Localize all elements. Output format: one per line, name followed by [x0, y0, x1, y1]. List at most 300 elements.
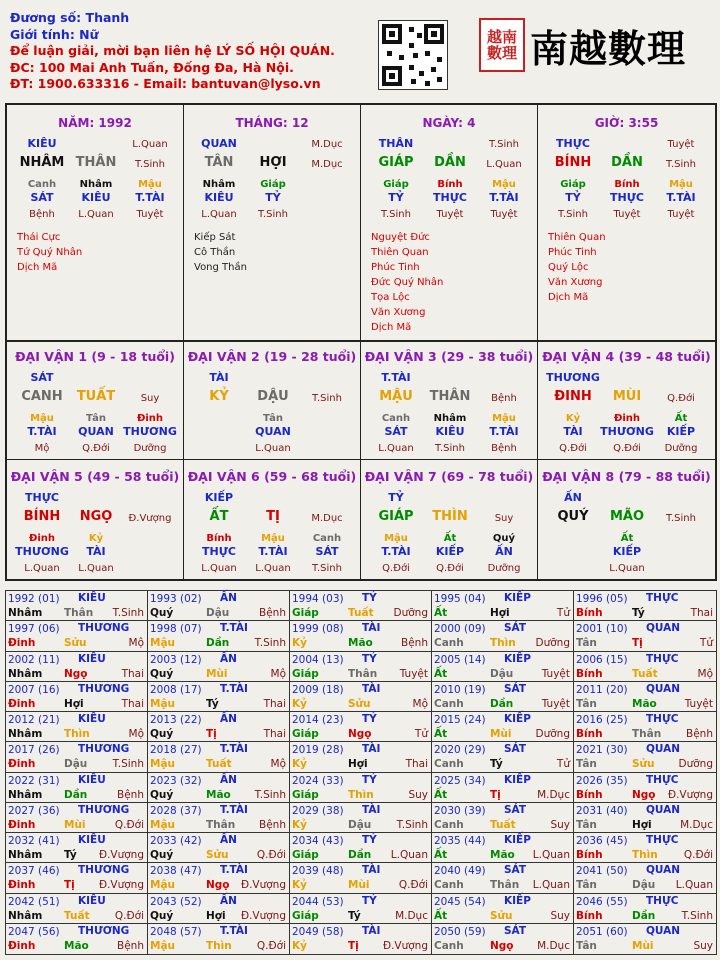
year-branch: Thìn — [206, 939, 232, 952]
year-branch: Dần — [64, 788, 88, 801]
year-stem: Đinh — [8, 879, 36, 892]
year-star: THỰC — [646, 894, 679, 907]
cell-row — [361, 424, 537, 438]
year-cell — [148, 924, 290, 954]
hidden-phase: Tuyệt — [490, 209, 518, 220]
year-stem: Nhâm — [8, 667, 43, 680]
special-star: Vong Thần — [194, 262, 247, 273]
year-phase: Q.Đới — [114, 818, 144, 831]
year-stem: Tân — [576, 758, 597, 771]
year-star: SÁT — [504, 743, 527, 756]
year-star: SÁT — [504, 864, 527, 877]
year-phase: M.Dục — [537, 939, 570, 952]
earthly-branch: TUẤT — [76, 389, 116, 404]
cell-row — [7, 558, 183, 574]
year-stem: Bính — [576, 667, 603, 680]
cell-row — [361, 364, 537, 384]
hidden-phase: Mộ — [34, 443, 50, 454]
hidden-phase: L.Quan — [201, 209, 237, 220]
main-star: TỶ — [388, 490, 404, 504]
cell-row — [538, 558, 715, 574]
heavenly-stem: GIÁP — [378, 155, 414, 170]
cell-row — [361, 544, 537, 558]
earthly-branch: DẦN — [434, 155, 466, 170]
cell-row — [361, 524, 537, 544]
cell-row — [361, 384, 537, 404]
year-stem: Kỷ — [292, 879, 307, 892]
year-star: TỶ — [362, 894, 377, 907]
year-star: SÁT — [504, 803, 527, 816]
hidden-stem: Canh — [27, 179, 57, 190]
year-star: SÁT — [504, 622, 527, 635]
hidden-phase: L.Quan — [78, 209, 114, 220]
earthly-branch: HỢI — [259, 155, 287, 170]
hidden-star: T.TÀI — [258, 544, 288, 558]
year-label: 2012 (21) — [8, 714, 60, 726]
year-cell — [574, 742, 716, 772]
year-stem: Ất — [434, 849, 448, 861]
year-cell — [290, 742, 432, 772]
year-stem: Mậu — [150, 697, 176, 710]
year-branch: Tý — [348, 909, 361, 922]
branch-phase: T.Sinh — [666, 512, 696, 524]
cell-row — [184, 204, 360, 220]
year-star: TÀI — [362, 682, 381, 695]
heavenly-stem: BÍNH — [23, 508, 61, 524]
hidden-phase: Q.Đới — [436, 562, 464, 574]
hidden-star: T.TÀI — [666, 191, 696, 204]
cell-row — [7, 544, 183, 558]
year-label: 2006 (15) — [576, 653, 628, 666]
year-label: 2041 (50) — [576, 865, 628, 878]
earthly-branch: THÂN — [429, 389, 471, 404]
year-stem: Mậu — [150, 879, 176, 892]
year-star: TÀI — [362, 864, 381, 877]
hidden-phase: Dưỡng — [133, 443, 167, 454]
year-label: 2011 (20) — [576, 683, 628, 696]
hidden-stem: Giáp — [560, 179, 586, 190]
year-star: TÀI — [362, 622, 381, 635]
year-branch: Mùi — [490, 728, 512, 740]
year-label: 1994 (03) — [292, 593, 344, 605]
year-label: 2022 (31) — [8, 774, 60, 787]
hidden-stem: Bính — [206, 532, 232, 544]
year-stem: Bính — [576, 607, 603, 619]
pillars-title: THÁNG: 12 — [235, 116, 309, 130]
main-star: SÁT — [30, 371, 54, 384]
cell-row — [361, 558, 537, 574]
address-line: ĐC: 100 Mai Anh Tuấn, Đống Đa, Hà Nội. — [10, 59, 294, 75]
year-star: QUAN — [646, 622, 681, 635]
year-star: THƯƠNG — [78, 743, 130, 756]
earthly-branch: DẦN — [611, 155, 643, 170]
cell-row — [184, 150, 360, 170]
year-phase: Mộ — [697, 667, 713, 680]
hidden-stem: Canh — [381, 413, 411, 424]
hidden-stem: Mậu — [30, 413, 54, 424]
year-label: 2003 (12) — [150, 653, 202, 666]
year-star: ẤN — [220, 713, 237, 725]
year-phase: Suy — [693, 939, 713, 952]
hidden-phase: Tuyệt — [613, 209, 641, 220]
cell-row — [538, 384, 715, 404]
year-phase: Thai — [263, 697, 286, 710]
year-label: 2036 (45) — [576, 835, 628, 847]
year-cell — [432, 863, 574, 893]
year-stem: Kỷ — [292, 697, 307, 710]
year-branch: Tị — [632, 637, 643, 650]
year-phase: T.Sinh — [112, 607, 144, 619]
year-star: KIẾP — [504, 773, 531, 786]
year-branch: Mùi — [206, 667, 228, 680]
main-star: THỰC — [25, 490, 59, 504]
year-phase: Q.Đới — [683, 849, 713, 861]
year-star: THỰC — [646, 713, 679, 725]
year-cell — [432, 742, 574, 772]
year-label: 2050 (59) — [434, 925, 486, 938]
year-star: T.TÀI — [220, 682, 248, 695]
year-cell — [574, 803, 716, 833]
year-label: 2017 (26) — [8, 744, 60, 757]
hidden-phase: L.Quan — [201, 562, 237, 574]
hidden-star: TÀI — [86, 544, 106, 558]
year-stem: Canh — [434, 697, 464, 710]
year-branch: Ngọ — [490, 939, 514, 952]
cell-row — [538, 170, 715, 190]
cell-row — [361, 130, 537, 150]
hidden-stem: Mậu — [261, 532, 285, 544]
qr-code-icon — [378, 20, 448, 90]
year-cell — [574, 773, 716, 803]
hidden-stem: Đinh — [136, 413, 164, 424]
hidden-star: ẤN — [495, 544, 513, 558]
year-stem: Kỷ — [292, 637, 307, 650]
year-branch: Ngọ — [632, 788, 656, 801]
special-star: Thiên Quan — [548, 232, 606, 243]
year-phase: L.Quan — [675, 879, 713, 892]
year-branch: Ngọ — [348, 728, 372, 740]
year-label: 2021 (30) — [576, 744, 628, 757]
daivan-cell — [7, 460, 184, 580]
year-branch: Hợi — [348, 758, 368, 771]
year-label: 1993 (02) — [150, 593, 202, 605]
special-star: Dịch Mã — [548, 292, 589, 303]
main-star: THÂN — [378, 137, 414, 150]
year-stem: Giáp — [292, 728, 319, 740]
year-phase: Tuyệt — [684, 697, 713, 710]
cell-row — [538, 424, 715, 438]
year-branch: Mão — [206, 788, 231, 801]
heavenly-stem: ẤT — [209, 508, 229, 524]
year-stem: Đinh — [8, 939, 36, 952]
daivan-cell — [184, 460, 361, 580]
hidden-stem: Kỷ — [565, 413, 581, 424]
cell-row — [184, 544, 360, 558]
year-cell — [6, 742, 148, 772]
earthly-branch: THÌN — [432, 508, 468, 524]
year-branch: Dần — [206, 637, 230, 650]
year-stem: Đinh — [8, 758, 36, 771]
cell-row — [361, 484, 537, 504]
year-branch: Tý — [490, 758, 503, 771]
year-star: THỰC — [646, 592, 679, 604]
hidden-star: THƯƠNG — [600, 425, 654, 438]
year-star: KIÊU — [78, 713, 106, 725]
star-phase: T.Sinh — [489, 139, 519, 150]
year-phase: M.Dục — [395, 909, 428, 922]
year-stem: Quý — [150, 849, 174, 861]
hidden-star: TÀI — [563, 425, 583, 438]
year-star: TỶ — [362, 592, 377, 604]
year-star: QUAN — [646, 924, 681, 937]
year-phase: Suy — [550, 909, 570, 922]
year-stem: Canh — [434, 637, 464, 650]
contact-line: Để luận giải, mời bạn liên hệ LÝ SỐ HỘI QUÁN. — [10, 43, 335, 58]
year-phase: Thai — [121, 667, 144, 680]
branch-phase: Suy — [494, 512, 514, 524]
year-label: 2015 (24) — [434, 714, 486, 726]
year-phase: Dưỡng — [678, 758, 713, 771]
year-cell — [290, 652, 432, 682]
hidden-phase: L.Quan — [255, 443, 291, 454]
cell-row — [7, 364, 183, 384]
year-branch: Hợi — [64, 697, 84, 710]
hidden-star: TỶ — [388, 191, 404, 204]
year-phase: Đ.Vượng — [98, 849, 144, 861]
year-label: 2018 (27) — [150, 744, 202, 757]
year-star: KIẾP — [504, 713, 531, 725]
cell-row — [361, 438, 537, 454]
branch-phase: T.Sinh — [135, 159, 165, 170]
cell-row — [184, 424, 360, 438]
year-stem: Bính — [576, 849, 603, 861]
year-phase: Tử — [556, 758, 570, 771]
hidden-stem: Mậu — [384, 532, 408, 544]
year-label: 2030 (39) — [434, 804, 486, 817]
year-phase: Bệnh — [259, 818, 286, 831]
year-cell — [574, 712, 716, 742]
year-stem: Nhâm — [8, 607, 43, 619]
hidden-stem: Tân — [263, 413, 283, 424]
cell-row — [184, 190, 360, 204]
year-label: 2000 (09) — [434, 623, 486, 636]
hidden-star: KIÊU — [81, 191, 111, 204]
daivan-cell — [538, 340, 715, 460]
year-phase: Q.Đới — [256, 849, 286, 861]
year-phase: Tử — [414, 728, 428, 740]
hidden-star: KIẾP — [612, 544, 642, 558]
cell-row — [7, 438, 183, 454]
year-phase: Mộ — [270, 758, 286, 771]
year-cell — [574, 924, 716, 954]
year-phase: Bệnh — [117, 939, 144, 952]
hidden-phase: Tuyệt — [136, 209, 164, 220]
year-star: T.TÀI — [220, 743, 248, 756]
hidden-stem: Ất — [674, 413, 688, 424]
cell-row — [538, 130, 715, 150]
year-phase: M.Dục — [537, 788, 570, 801]
special-star: Dịch Mã — [17, 262, 58, 273]
year-phase: Đ.Vượng — [667, 788, 713, 801]
year-phase: Dưỡng — [535, 637, 570, 650]
year-cell — [290, 591, 432, 621]
year-stem: Nhâm — [8, 728, 43, 740]
hidden-stem: Giáp — [260, 179, 286, 190]
main-star: QUAN — [201, 137, 237, 150]
year-stem: Giáp — [292, 909, 319, 922]
year-phase: Tử — [699, 637, 713, 650]
year-phase: Dưỡng — [535, 728, 570, 740]
earthly-branch: NGỌ — [79, 508, 113, 524]
heavenly-stem: MẬU — [379, 389, 413, 404]
cell-row — [361, 404, 537, 424]
name-line: Đương số: Thanh — [10, 10, 130, 25]
year-cell — [6, 652, 148, 682]
year-branch: Sửu — [632, 758, 655, 771]
earthly-branch: DẬU — [257, 389, 289, 404]
year-stem: Ất — [434, 728, 448, 740]
year-phase: Bệnh — [259, 607, 286, 619]
hidden-star: QUAN — [255, 425, 291, 438]
hidden-star: T.TÀI — [489, 425, 519, 438]
cell-row — [7, 204, 183, 220]
cell-row — [361, 504, 537, 524]
year-phase: L.Quan — [532, 879, 570, 892]
hidden-star: KIÊU — [435, 425, 465, 438]
year-star: KIÊU — [78, 773, 106, 786]
main-star: THỰC — [556, 137, 590, 150]
year-stem: Canh — [434, 818, 464, 831]
year-phase: Dưỡng — [393, 607, 428, 619]
year-branch: Dậu — [632, 879, 656, 892]
special-star: Tứ Quý Nhân — [17, 247, 83, 258]
year-stem: Nhâm — [8, 909, 43, 922]
hidden-star: KIẾP — [435, 544, 465, 558]
year-star: THỰC — [646, 652, 679, 665]
year-phase: Thai — [121, 697, 144, 710]
cell-row — [361, 150, 537, 170]
hidden-phase: Dưỡng — [664, 443, 698, 454]
year-stem: Bính — [576, 909, 603, 922]
brand-logo-text: 南越數理 — [530, 26, 687, 71]
year-cell — [432, 712, 574, 742]
hidden-phase: T.Sinh — [435, 443, 465, 454]
year-star: SÁT — [504, 924, 527, 937]
special-star: Văn Xương — [371, 307, 426, 318]
year-phase: Đ.Vượng — [240, 909, 286, 922]
year-stem: Tân — [576, 818, 597, 831]
year-star: KIẾP — [504, 894, 531, 907]
year-label: 1997 (06) — [8, 623, 60, 636]
hidden-stem: Bính — [614, 179, 640, 190]
heavenly-stem: GIÁP — [378, 508, 414, 524]
year-label: 2013 (22) — [150, 714, 202, 726]
year-phase: Mộ — [412, 697, 428, 710]
year-star: TỶ — [362, 652, 377, 665]
hidden-star: THỰC — [202, 544, 236, 558]
year-branch: Tị — [64, 879, 75, 892]
year-star: KIẾP — [504, 834, 531, 846]
year-star: QUAN — [646, 864, 681, 877]
year-stem: Ất — [434, 909, 448, 922]
cell-row — [538, 504, 715, 524]
cell-row — [7, 424, 183, 438]
year-stem: Kỷ — [292, 939, 307, 952]
cell-row — [538, 544, 715, 558]
special-stars-list — [194, 230, 360, 275]
cell-row — [538, 150, 715, 170]
daivan-title: ĐẠI VẬN 2 (19 - 28 tuổi) — [187, 349, 357, 364]
star-phase: Tuyệt — [667, 139, 695, 150]
year-cell — [290, 924, 432, 954]
year-cell — [148, 833, 290, 863]
year-star: SÁT — [504, 682, 527, 695]
year-star: T.TÀI — [220, 803, 248, 816]
brand-logo — [530, 18, 710, 73]
year-label: 2040 (49) — [434, 865, 486, 878]
hidden-stem: Ất — [443, 532, 457, 544]
pillars-cell — [361, 105, 538, 340]
hidden-stem: Kỷ — [88, 532, 104, 544]
year-cell — [6, 712, 148, 742]
year-star: THƯƠNG — [78, 803, 130, 816]
daivan-title: ĐẠI VẬN 4 (39 - 48 tuổi) — [542, 349, 711, 364]
year-branch: Sửu — [490, 909, 513, 922]
year-star: TỶ — [362, 834, 377, 846]
year-stem: Quý — [150, 788, 174, 801]
cell-row — [184, 438, 360, 454]
branch-phase: T.Sinh — [312, 393, 342, 404]
branch-phase: Đ.Vượng — [128, 512, 172, 524]
star-phase: M.Dục — [311, 139, 343, 150]
year-label: 2039 (48) — [292, 865, 344, 878]
year-cell — [432, 803, 574, 833]
year-branch: Mùi — [348, 879, 370, 892]
year-label: 2047 (56) — [8, 925, 60, 938]
hidden-phase: L.Quan — [24, 562, 60, 574]
year-cell — [432, 591, 574, 621]
hidden-star: TỶ — [565, 191, 581, 204]
branch-phase: Bệnh — [491, 393, 517, 404]
year-cell — [290, 803, 432, 833]
earthly-branch: TỊ — [266, 508, 280, 524]
year-star: QUAN — [646, 743, 681, 756]
year-star: THỰC — [646, 773, 679, 786]
year-phase: T.Sinh — [254, 637, 286, 650]
year-stem: Canh — [434, 939, 464, 952]
year-stem: Đinh — [8, 637, 36, 650]
year-branch: Thân — [490, 879, 520, 892]
year-star: KIÊU — [78, 894, 106, 907]
cell-row — [184, 384, 360, 404]
year-label: 2034 (43) — [292, 835, 344, 847]
year-label: 2029 (38) — [292, 804, 344, 817]
year-phase: Mộ — [128, 728, 144, 740]
pillars-title: NĂM: 1992 — [58, 116, 132, 130]
hidden-star: T.TÀI — [135, 191, 165, 204]
year-label: 2035 (44) — [434, 835, 486, 847]
year-star: ẤN — [220, 773, 237, 786]
year-stem: Mậu — [150, 637, 176, 650]
year-phase: Bệnh — [117, 788, 144, 801]
cell-row — [538, 204, 715, 220]
year-branch: Tý — [206, 697, 219, 710]
year-star: KIÊU — [78, 592, 106, 604]
year-branch: Mùi — [64, 818, 86, 831]
year-cell — [148, 682, 290, 712]
branch-phase: M.Dục — [311, 512, 343, 524]
year-phase: Đ.Vượng — [98, 879, 144, 892]
